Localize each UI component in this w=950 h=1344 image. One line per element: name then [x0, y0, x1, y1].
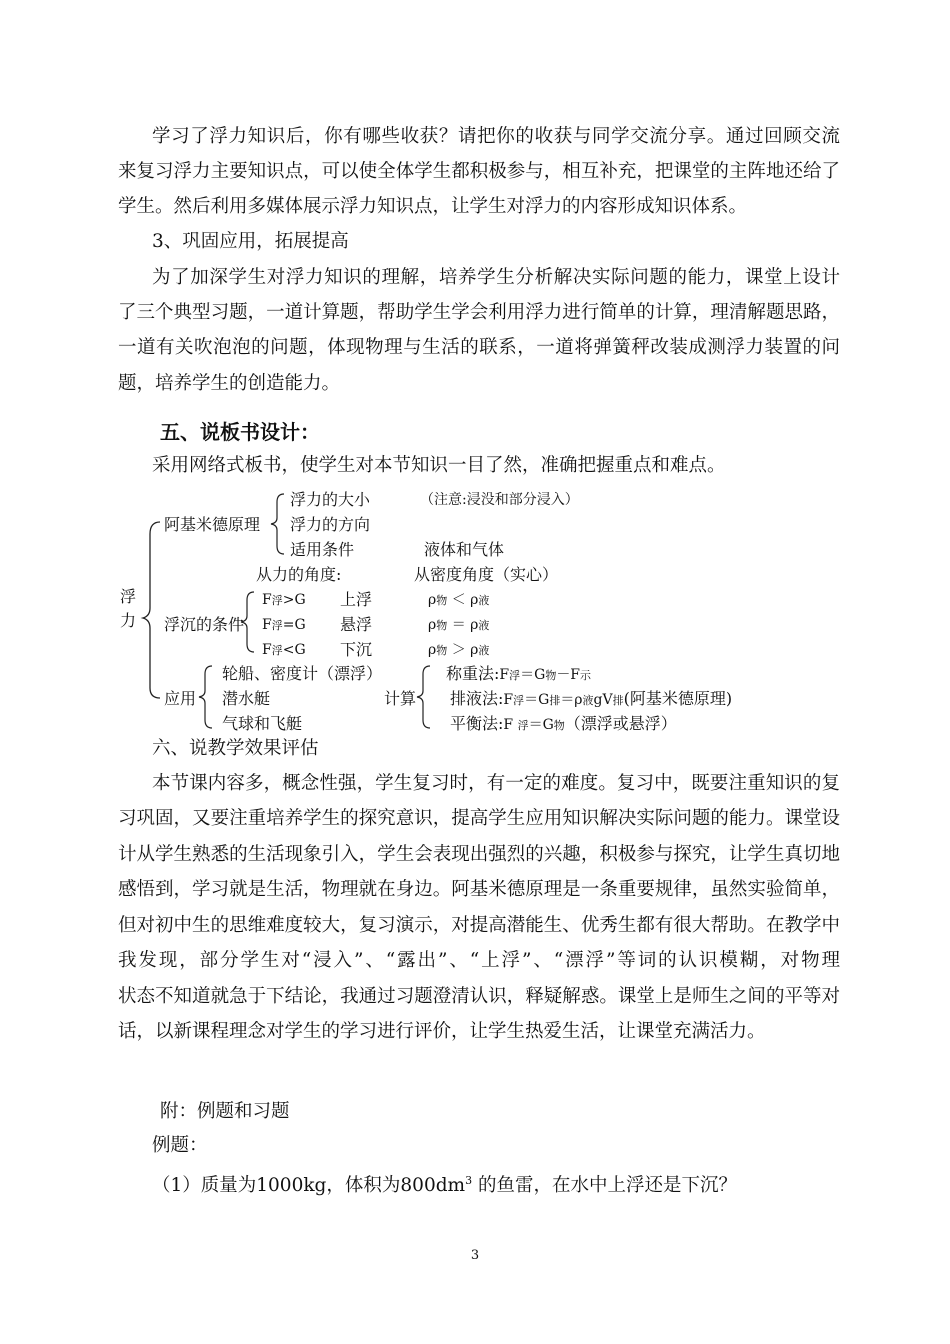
condition-density: ρ物 ＞ ρ液 [428, 642, 490, 658]
board-root-char: 浮 [120, 587, 137, 606]
application-label: 应用 [164, 689, 197, 708]
section-6-title: 六、说教学效果评估 [152, 738, 319, 759]
calc-method: 排液法:F浮＝G排＝ρ液gV排(阿基米德原理) [450, 689, 733, 708]
archimedes-item: 适用条件 [290, 540, 355, 559]
condition-force: F浮>G [262, 592, 306, 608]
condition-state: 上浮 [340, 590, 373, 609]
application-item: 潜水艇 [222, 689, 271, 708]
example-label: 例题： [152, 1135, 208, 1156]
application-item: 轮船、密度计（漂浮） [222, 664, 383, 683]
calc-method: 平衡法:F 浮＝G物（漂浮或悬浮） [450, 714, 677, 733]
application-item: 气球和飞艇 [222, 714, 303, 733]
condition-force: F浮=G [262, 617, 306, 633]
paragraph-line: 习巩固，又要注重培养学生的探究意识，提高学生应用知识解决实际问题的能力。课堂设 [118, 808, 840, 829]
paragraph-line: 学习了浮力知识后，你有哪些收获？请把你的收获与同学交流分享。通过回顾交流 [152, 126, 840, 147]
calc-method: 称重法:F浮＝G物－F示 [446, 664, 592, 683]
root-brace [140, 520, 164, 700]
example-question: （1）质量为1000kg，体积为$800dm^3$ 的鱼雷，在水中上浮还是下沉？ [152, 1174, 737, 1197]
section-5-heading: 五、说板书设计： [160, 420, 320, 444]
paragraph-line: 话，以新课程理念对学生的学习进行评价，让学生热爱生活，让课堂充满活力。 [118, 1021, 766, 1042]
condition-density: ρ物 ＜ ρ液 [428, 592, 490, 608]
archimedes-label: 阿基米德原理 [164, 515, 261, 534]
calc-brace [414, 664, 434, 730]
angle-force-label: 从力的角度: [256, 565, 342, 584]
application-brace [196, 664, 216, 730]
paragraph-line: 为了加深学生对浮力知识的理解，培养学生分析解决实际问题的能力，课堂上设计 [152, 267, 840, 288]
section-5-intro: 采用网络式板书，使学生对本节知识一目了然，准确把握重点和难点。 [152, 455, 726, 476]
archimedes-item: 浮力的大小 [290, 490, 371, 509]
board-root-char: 力 [120, 611, 137, 630]
calc-label: 计算 [384, 689, 417, 708]
condition-force: F浮<G [262, 642, 306, 658]
page-number: 3 [470, 1248, 480, 1263]
condition-state: 悬浮 [340, 615, 373, 634]
condition-density: ρ物 ＝ ρ液 [428, 617, 490, 633]
paragraph-line: 状态不知道就急于下结论，我通过习题澄清认识，释疑解惑。课堂上是师生之间的平等对 [118, 986, 840, 1007]
paragraph-line: 本节课内容多，概念性强，学生复习时，有一定的难度。复习中，既要注重知识的复 [152, 773, 840, 794]
paragraph-line: 但对初中生的思维难度较大，复习演示，对提高潜能生、优秀生都有很大帮助。在教学中 [118, 915, 840, 936]
paragraph-line: 我发现，部分学生对“浸入”、“露出”、“上浮”、“漂浮”等词的认识模糊，对物理 [118, 950, 840, 971]
paragraph-line: 学生。然后利用多媒体展示浮力知识点，让学生对浮力的内容形成知识体系。 [118, 196, 748, 217]
appendix-title: 附：例题和习题 [160, 1101, 290, 1122]
paragraph-line: 题，培养学生的创造能力。 [118, 373, 341, 394]
paragraph-line: 了三个典型习题，一道计算题，帮助学生学会利用浮力进行简单的计算，理清解题思路， [118, 302, 840, 323]
sink-float-label: 浮沉的条件 [164, 615, 245, 634]
archimedes-item: 浮力的方向 [290, 515, 371, 534]
section-3-title: 3、巩固应用，拓展提高 [152, 231, 349, 252]
paragraph-line: 一道有关吹泡泡的问题，体现物理与生活的联系，一道将弹簧秤改装成测浮力装置的问 [118, 337, 840, 358]
archimedes-scope: 液体和气体 [424, 540, 505, 559]
archimedes-note: （注意:浸没和部分浸入） [420, 492, 579, 508]
condition-state: 下沉 [340, 640, 373, 659]
archimedes-brace [268, 492, 288, 556]
sink-float-brace [238, 590, 258, 654]
paragraph-line: 感悟到，学习就是生活，物理就在身边。阿基米德原理是一条重要规律，虽然实验简单， [118, 879, 840, 900]
paragraph-line: 来复习浮力主要知识点，可以使全体学生都积极参与，相互补充，把课堂的主阵地还给了 [118, 161, 840, 182]
paragraph-line: 计从学生熟悉的生活现象引入，学生会表现出强烈的兴趣，积极参与探究，让学生真切地 [118, 844, 840, 865]
angle-density-label: 从密度角度（实心） [414, 565, 559, 584]
